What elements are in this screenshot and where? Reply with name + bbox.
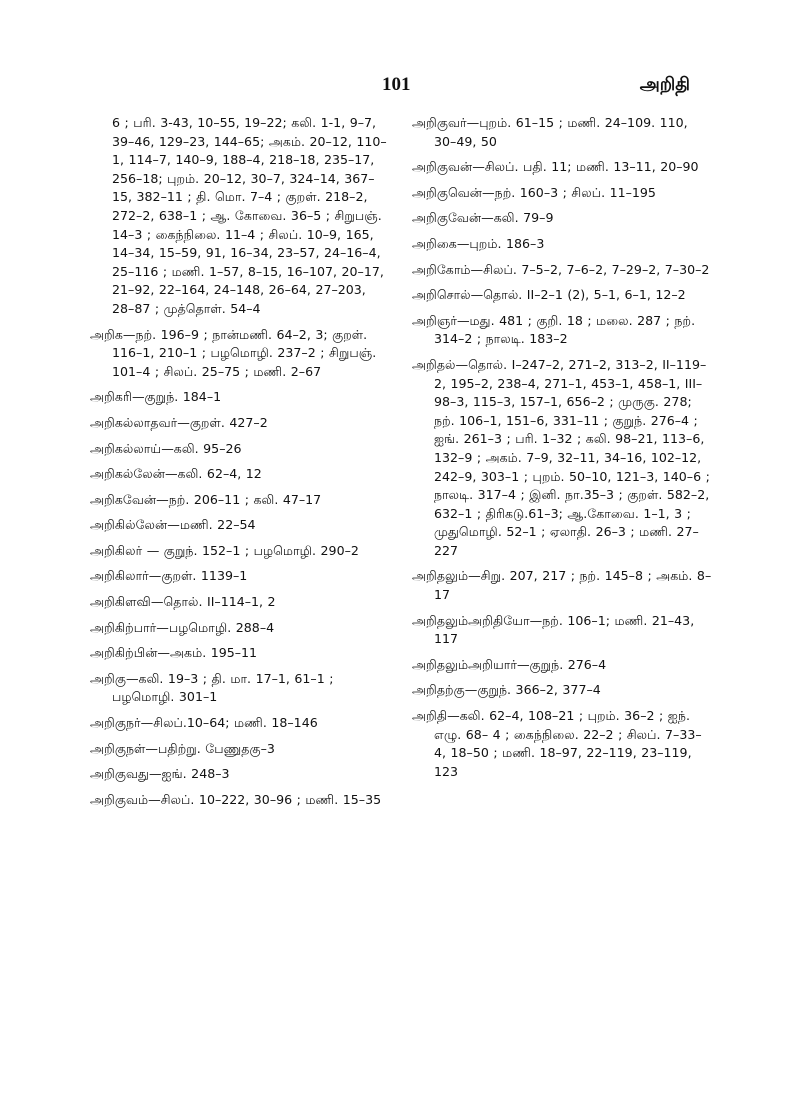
entry-references: —பழமொழி. 288–4: [156, 619, 275, 635]
entry-references: —குறுந். 366–2, 377–4: [464, 682, 601, 698]
entry-headword: அறிகுவென்: [412, 184, 483, 200]
index-entry: [90, 791, 392, 810]
entry-references: —கலி. 95–26: [161, 440, 242, 456]
entry-headword: அறிதி: [412, 708, 448, 724]
entry-headword: அறிகோம்: [412, 261, 471, 277]
index-entry: [412, 312, 712, 349]
entry-references: —நற். 160–3 ; சிலப். 11–195: [482, 184, 656, 200]
entry-references: —நற். 206–11 ; கலி. 47–17: [156, 491, 322, 507]
index-entry: [412, 681, 712, 700]
entry-headword: அறிகிற்பின்: [90, 645, 158, 661]
entry-references: —குறள். 1139–1: [148, 568, 248, 584]
entry-headword: அறிஞர்: [412, 312, 457, 328]
index-entry: [90, 491, 392, 510]
index-entry: [90, 644, 392, 663]
running-head: அறிதி: [639, 74, 690, 95]
entry-references: —ஐங். 248–3: [148, 766, 230, 782]
entry-references: —புறம். 61–15 ; மணி. 24–109. 110, 30–49, 50: [434, 115, 688, 149]
entry-references: —தொல். II–114–1, 2: [150, 594, 276, 610]
index-entry: [412, 286, 712, 305]
entry-headword: அறிசொல்: [412, 287, 471, 303]
page-number: 101: [382, 74, 411, 95]
entry-headword: அறிகிளவி: [90, 594, 151, 610]
entry-headword: அறிகுநர்: [90, 715, 141, 731]
entry-references: —மணி. 22–54: [167, 517, 256, 533]
index-entry: [90, 567, 392, 586]
index-entry: [412, 356, 712, 561]
entry-headword: அறிகு: [90, 670, 126, 686]
index-entry: [412, 114, 712, 151]
index-entry: [90, 440, 392, 459]
entry-references: —சிலப். 10–222, 30–96 ; மணி. 15–35: [148, 791, 382, 807]
entry-references: —கலி. 62–4, 108–21 ; புறம். 36–2 ; ஐந். எழு. 68– 4 ; கைந்நிலை. 22–2 ; சிலப். 7–33–4, 18–50 ; மணி. 18–97, 22–119, 23–119, 123: [434, 708, 702, 779]
left-column: [90, 114, 392, 816]
entry-headword: அறிதலும்: [412, 568, 469, 584]
index-entry: [90, 593, 392, 612]
entry-references: —நற். 106–1; மணி. 21–43, 117: [434, 612, 695, 647]
index-entry: [90, 326, 392, 382]
index-entry: [90, 114, 392, 319]
entry-references: —குறுந். 276–4: [516, 656, 607, 672]
index-entry: [90, 670, 392, 707]
index-entry: [412, 656, 712, 675]
entry-headword: அறிகிலர்: [90, 542, 143, 558]
entry-headword: அறிதற்கு: [412, 682, 465, 698]
entry-references: —தொல். II–2–1 (2), 5–1, 6–1, 12–2: [470, 287, 686, 303]
index-entry: [412, 184, 712, 203]
entry-references: —கலி. 62–4, 12: [164, 466, 262, 482]
entry-headword: அறிகிலார்: [90, 568, 149, 584]
entry-headword: அறிக: [90, 326, 123, 342]
entry-headword: அறிகுவம்: [90, 791, 149, 807]
entry-headword: அறிகை: [412, 235, 457, 251]
entry-references: —குறள். 427–2: [177, 414, 268, 430]
index-entry: [90, 740, 392, 759]
entry-references: —நற். 196–9 ; நான்மணி. 64–2, 3; குறள். 116–1, 210–1 ; பழமொழி. 237–2 ; சிறுபஞ். 101–4 ; சிலப். 25–75 ; மணி. 2–67: [112, 326, 377, 379]
entry-references: —கலி. 19–3 ; தி. மா. 17–1, 61–1 ; பழமொழி. 301–1: [112, 670, 334, 705]
entry-headword: அறிகுவேன்: [412, 210, 482, 226]
entry-references: —பதிற்று. பேணுதகு–3: [145, 740, 275, 756]
entry-references: —சிலப். 7–5–2, 7–6–2, 7–29–2, 7–30–2: [470, 261, 710, 277]
entry-headword: அறிதலும்அறியார்: [412, 656, 517, 672]
entry-headword: அறிகரி: [90, 389, 132, 405]
entry-headword: அறிகுவது: [90, 766, 149, 782]
entry-headword: அறிகுவன்: [412, 159, 473, 175]
index-entry: [90, 765, 392, 784]
entry-headword: அறிகல்லாதவர்: [90, 414, 178, 430]
entry-references: —கலி. 79–9: [481, 210, 554, 226]
entry-references: —தொல். I–247–2, 271–2, 313–2, II–119–2, 195–2, 238–4, 271–1, 453–1, 458–1, III–98–3, 115–3, 157–1, 656–2 ; முருகு. 278; நற். 106–1, 151–6, 331–11 ; குறுந். 276–4 ; ஐங். 261–3 ; பரி. 1–32 ; கலி. 98–21, 113–6, 132–9 ; அகம். 7–9, 32–11, 34–16, 102–12, 242–9, 303–1 ; புறம். 50–10, 121–3, 140–6 ; நாலடி. 317–4 ; இனி. நா.35–3 ; குறள். 582–2, 632–1 ; திரிகடு.61–3; ஆ.கோவை. 1–1, 3 ; முதுமொழி. 52–1 ; ஏலாதி. 26–3 ; மணி. 27–227: [434, 356, 710, 558]
entry-headword: அறிகல்லேன்: [90, 466, 165, 482]
index-entry: [412, 235, 712, 254]
index-entry: [90, 516, 392, 535]
entry-references: —சிலப்.10–64; மணி. 18–146: [140, 715, 318, 731]
entry-references: —சிறு. 207, 217 ; நற். 145–8 ; அகம். 8–17: [434, 568, 712, 603]
index-entry: [412, 158, 712, 177]
index-entry: [412, 612, 712, 649]
entry-references: — குறுந். 152–1 ; பழமொழி. 290–2: [142, 542, 359, 558]
index-entry: [412, 707, 712, 781]
index-entry: [90, 542, 392, 561]
index-entry: [90, 414, 392, 433]
entry-headword: அறிகுவர்: [412, 115, 467, 130]
entry-headword: அறிகவேன்: [90, 491, 157, 507]
entry-references: —குறுந். 184–1: [131, 389, 222, 405]
entry-references: 6 ; பரி. 3-43, 10–55, 19–22; கலி. 1-1, 9–7, 39–46, 129–23, 144–65; அகம். 20–12, 110–1, 114–7, 140–9, 188–4, 218–18, 235–17, 256–18; புறம். 20–12, 30–7, 324–14, 367–15, 382–11 ; தி. மொ. 7–4 ; குறள். 218–2, 272–2, 638–1 ; ஆ. கோவை. 36–5 ; சிறுபஞ். 14–3 ; கைந்நிலை. 11–4 ; சிலப். 10–9, 165, 14–34, 15–59, 91, 16–34, 23–57, 24–16–4, 25–116 ; மணி. 1–57, 8–15, 16–107, 20–17, 21–92, 22–164, 24–148, 26–64, 27–203, 28–87 ; முத்தொள். 54–4: [112, 115, 387, 316]
index-entry: [90, 388, 392, 407]
index-entry: [412, 261, 712, 280]
index-entry: [90, 465, 392, 484]
entry-headword: அறிதலும்அறிதியோ: [412, 612, 530, 628]
index-entry: [90, 714, 392, 733]
entry-headword: அறிதல்: [412, 356, 456, 372]
index-entry: [412, 567, 712, 604]
entry-headword: அறிகிற்பார்: [90, 619, 157, 635]
entry-headword: அறிகல்லாய்: [90, 440, 162, 456]
entry-references: —அகம். 195–11: [157, 645, 258, 661]
entry-headword: அறிகில்லேன்: [90, 517, 168, 533]
index-entry: [412, 209, 712, 228]
entry-references: —சிலப். பதி. 11; மணி. 13–11, 20–90: [472, 159, 699, 175]
right-column: [412, 114, 712, 788]
index-entry: [90, 619, 392, 638]
entry-references: —மது. 481 ; குறி. 18 ; மலை. 287 ; நற். 314–2 ; நாலடி. 183–2: [434, 312, 696, 347]
entry-references: —புறம். 186–3: [456, 235, 545, 251]
entry-headword: அறிகுநள்: [90, 740, 146, 756]
